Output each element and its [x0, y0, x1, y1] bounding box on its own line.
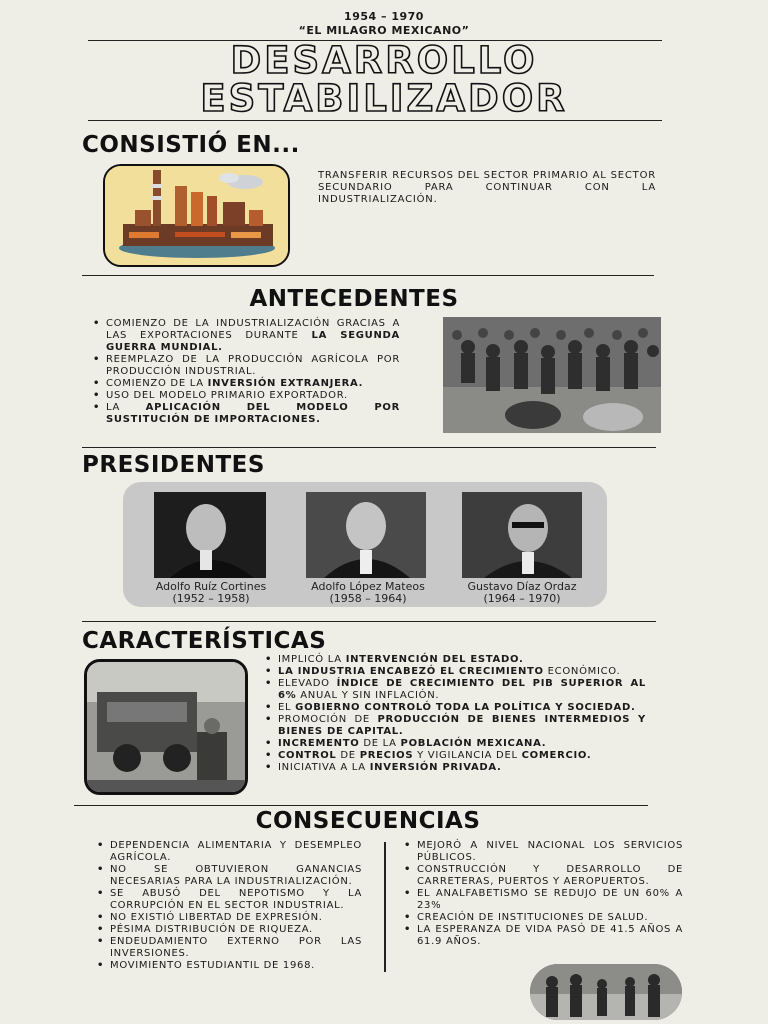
list-item: • DEPENDENCIA ALIMENTARIA Y DESEMPLEO AGRÍCOLA.: [110, 840, 362, 864]
bold-text: PRECIOS: [359, 750, 414, 761]
list-item: [278, 654, 646, 666]
divider: [88, 120, 662, 121]
list-item: • MOVIMIENTO ESTUDIANTIL DE 1968.: [110, 960, 362, 972]
section-title-presidentes: PRESIDENTES: [82, 452, 265, 478]
text: Y VIGILANCIA DEL: [413, 750, 522, 761]
list-item: • NO SE OBTUVIERON GANANCIAS NECESARIAS PARA LA INDUSTRIALIZACIÓN.: [110, 864, 362, 888]
list-item: • SE ABUSÓ DEL NEPOTISMO Y LA CORRUPCIÓN EN EL SECTOR INDUSTRIAL.: [110, 888, 362, 912]
section-title-consecuencias: CONSECUENCIAS: [255, 808, 481, 834]
list-item: • CONSTRUCCIÓN Y DESARROLLO DE CARRETERAS, PUERTOS Y AEROPUERTOS.: [417, 864, 683, 888]
antecedentes-list: [90, 318, 400, 426]
text: ELEVADO: [278, 678, 337, 689]
president-photo: [462, 492, 582, 578]
president-name: Adolfo López Mateos: [311, 580, 425, 593]
text: COMIENZO DE LA: [106, 378, 208, 389]
consistio-text: TRANSFERIR RECURSOS DEL SECTOR PRIMARIO AL SECTOR SECUNDARIO PARA CONTINUAR CON LA INDUSTRIALIZACIÓN.: [318, 170, 656, 205]
page-title-line2: ESTABILIZADOR: [200, 77, 568, 120]
page-title-line1: DESARROLLO: [230, 39, 538, 82]
section-title-antecedentes: ANTECEDENTES: [249, 286, 459, 312]
text: REEMPLAZO DE LA PRODUCCIÓN AGRÍCOLA POR PRODUCCIÓN INDUSTRIAL.: [106, 354, 400, 377]
text: DE LA: [359, 738, 401, 749]
president-name: Adolfo Ruíz Cortines: [155, 580, 267, 593]
list-item: [106, 354, 400, 378]
list-item: [106, 402, 400, 426]
president-name: Gustavo Díaz Ordaz: [467, 580, 577, 593]
divider: [82, 275, 654, 276]
list-item: • NO EXISTIÓ LIBERTAD DE EXPRESIÓN.: [110, 912, 362, 924]
president-years: (1964 – 1970): [483, 592, 561, 605]
section-title-consistio: CONSISTIÓ EN...: [82, 132, 300, 158]
president-photo: [154, 492, 266, 578]
list-item: • ENDEUDAMIENTO EXTERNO POR LAS INVERSIONES.: [110, 936, 362, 960]
list-item: [278, 750, 646, 762]
divider: [82, 447, 656, 448]
text: ECONÓMICO.: [543, 666, 621, 677]
text: ANUAL Y SIN INFLACIÓN.: [296, 690, 440, 701]
text: DE: [336, 750, 360, 761]
bold-text: ÍNDICE DE CRECIMIENTO DEL PIB SUPERIOR AL 6%: [278, 678, 646, 701]
header-subtitle: “EL MILAGRO MEXICANO”: [298, 24, 470, 37]
president-photo: [306, 492, 426, 578]
text: PROMOCIÓN DE: [278, 714, 378, 725]
bold-text: LA INDUSTRIA ENCABEZÓ EL CRECIMIENTO: [278, 666, 544, 677]
header-years: 1954 – 1970: [344, 10, 424, 23]
factory-workers-photo: [84, 659, 248, 795]
factory-illustration: [103, 164, 290, 267]
bold-text: LA SEGUNDA GUERRA MUNDIAL.: [106, 330, 400, 353]
column-divider: [384, 842, 386, 972]
text: INICIATIVA A LA: [278, 762, 370, 773]
text: LA: [106, 402, 146, 413]
president-years: (1958 – 1964): [329, 592, 407, 605]
bold-text: APLICACIÓN DEL MODELO POR SUSTITUCIÓN DE IMPORTACIONES.: [106, 402, 401, 425]
bold-text: POBLACIÓN MEXICANA.: [400, 738, 547, 749]
consecuencias-left-list: [94, 840, 362, 972]
section-title-caracteristicas: CARACTERÍSTICAS: [82, 628, 327, 654]
divider: [74, 805, 648, 806]
bold-text: CONTROL: [278, 750, 337, 761]
list-item: [106, 378, 400, 390]
list-item: • PÉSIMA DISTRIBUCIÓN DE RIQUEZA.: [110, 924, 362, 936]
list-item: [278, 714, 646, 738]
list-item: • EL ANALFABETISMO SE REDUJO DE UN 60% A 23%: [417, 888, 683, 912]
list-item: [278, 666, 646, 678]
list-item: • CREACIÓN DE INSTITUCIONES DE SALUD.: [417, 912, 683, 924]
list-item: [106, 318, 400, 354]
bold-text: INVERSIÓN PRIVADA.: [369, 762, 502, 773]
caracteristicas-list: [262, 654, 646, 774]
student-movement-photo: [530, 964, 682, 1020]
text: COMIENZO DE LA INDUSTRIALIZACIÓN GRACIAS A LAS EXPORTACIONES DURANTE: [106, 318, 400, 341]
list-item: [278, 678, 646, 702]
bold-text: PRODUCCIÓN DE BIENES INTERMEDIOS Y BIENES DE CAPITAL.: [278, 714, 646, 737]
text: EL: [278, 702, 296, 713]
text: IMPLICÓ LA: [278, 654, 346, 665]
list-item: [106, 390, 400, 402]
bold-text: INVERSIÓN EXTRANJERA.: [207, 378, 364, 389]
list-item: • LA ESPERANZA DE VIDA PASÓ DE 41.5 AÑOS A 61.9 AÑOS.: [417, 924, 683, 948]
president-years: (1952 – 1958): [172, 592, 250, 605]
list-item: • MEJORÓ A NIVEL NACIONAL LOS SERVICIOS PÚBLICOS.: [417, 840, 683, 864]
bold-text: GOBIERNO CONTROLÓ TODA LA POLÍTICA Y SOCIEDAD.: [295, 702, 636, 713]
consecuencias-right-list: [401, 840, 683, 948]
divider: [82, 621, 656, 622]
marching-soldiers-photo: [443, 317, 661, 433]
text: USO DEL MODELO PRIMARIO EXPORTADOR.: [106, 390, 348, 401]
bold-text: COMERCIO.: [521, 750, 592, 761]
list-item: [278, 762, 646, 774]
list-item: [278, 738, 646, 750]
bold-text: INTERVENCIÓN DEL ESTADO.: [345, 654, 524, 665]
bold-text: INCREMENTO: [278, 738, 360, 749]
list-item: [278, 702, 646, 714]
